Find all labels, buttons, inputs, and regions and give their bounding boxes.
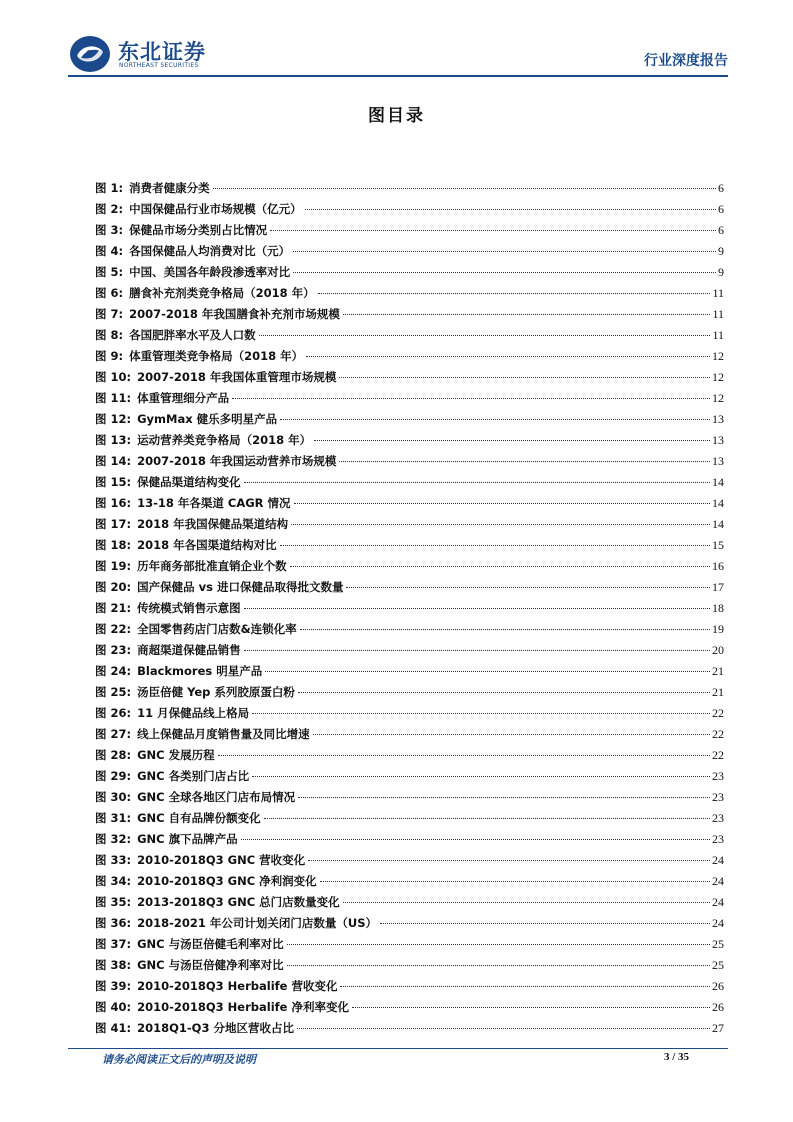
toc-entry-page: 6 — [718, 223, 724, 237]
toc-entry-label: 图 19: — [95, 559, 132, 573]
toc-entry-label: 图 11: — [95, 391, 132, 405]
toc-entry-label: 图 17: — [95, 517, 132, 531]
toc-entry[interactable] — [95, 766, 724, 787]
toc-entry-title: 各国保健品人均消费对比（元） — [129, 244, 291, 258]
toc-entry[interactable] — [95, 241, 724, 262]
toc-entry[interactable] — [95, 871, 724, 892]
toc-entry-label: 图 23: — [95, 643, 132, 657]
toc-leader-dots — [280, 545, 710, 546]
toc-entry-page: 24 — [712, 853, 724, 867]
toc-leader-dots — [252, 776, 710, 777]
toc-entry[interactable] — [95, 892, 724, 913]
toc-entry-label: 图 28: — [95, 748, 132, 762]
toc-leader-dots — [232, 398, 710, 399]
toc-entry-page: 6 — [718, 202, 724, 216]
toc-entry-page: 12 — [712, 391, 724, 405]
toc-leader-dots — [241, 839, 710, 840]
toc-entry-label: 图 4: — [95, 244, 124, 258]
toc-entry-title: 2018 年我国保健品渠道结构 — [137, 517, 289, 531]
toc-entry[interactable] — [95, 724, 724, 745]
toc-entry-label: 图 33: — [95, 853, 132, 867]
toc-entry[interactable] — [95, 703, 724, 724]
toc-entry-label: 图 35: — [95, 895, 132, 909]
toc-entry[interactable] — [95, 388, 724, 409]
toc-entry-page: 22 — [712, 748, 724, 762]
toc-entry-page: 6 — [718, 181, 724, 195]
toc-leader-dots — [293, 272, 716, 273]
toc-entry-label: 图 31: — [95, 811, 132, 825]
toc-entry[interactable] — [95, 493, 724, 514]
toc-entry-page: 20 — [712, 643, 724, 657]
toc-entry-page: 24 — [712, 895, 724, 909]
toc-entry[interactable] — [95, 682, 724, 703]
toc-entry-page: 16 — [712, 559, 724, 573]
toc-entry[interactable] — [95, 850, 724, 871]
figure-list — [95, 178, 724, 1039]
toc-entry-title: 汤臣倍健 Yep 系列胶原蛋白粉 — [137, 685, 295, 699]
toc-entry-title: GNC 旗下品牌产品 — [137, 832, 238, 846]
toc-entry[interactable] — [95, 976, 724, 997]
toc-entry-page: 23 — [712, 811, 724, 825]
toc-entry[interactable] — [95, 808, 724, 829]
toc-entry-title: GymMax 健乐多明星产品 — [137, 412, 278, 426]
toc-entry-page: 14 — [712, 496, 724, 510]
toc-entry-label: 图 37: — [95, 937, 132, 951]
toc-entry-title: GNC 与汤臣倍健毛利率对比 — [137, 937, 284, 951]
toc-entry-title: GNC 与汤臣倍健净利率对比 — [137, 958, 284, 972]
toc-entry-label: 图 30: — [95, 790, 132, 804]
toc-entry-label: 图 10: — [95, 370, 132, 384]
toc-entry-label: 图 13: — [95, 433, 132, 447]
toc-entry-label: 图 12: — [95, 412, 132, 426]
toc-entry[interactable] — [95, 556, 724, 577]
toc-entry-page: 25 — [712, 958, 724, 972]
toc-leader-dots — [313, 734, 710, 735]
toc-entry-title: Blackmores 明星产品 — [137, 664, 263, 678]
toc-entry-page: 21 — [712, 664, 724, 678]
toc-entry-label: 图 40: — [95, 1000, 132, 1014]
toc-leader-dots — [298, 692, 710, 693]
toc-entry[interactable] — [95, 451, 724, 472]
toc-entry[interactable] — [95, 934, 724, 955]
page-title: 图目录 — [368, 106, 425, 126]
toc-entry[interactable] — [95, 745, 724, 766]
toc-entry-page: 24 — [712, 916, 724, 930]
toc-entry[interactable] — [95, 514, 724, 535]
toc-entry-title: 全国零售药店门店数&连锁化率 — [137, 622, 297, 636]
toc-leader-dots — [218, 755, 710, 756]
toc-entry[interactable] — [95, 472, 724, 493]
toc-leader-dots — [213, 188, 716, 189]
toc-entry-label: 图 22: — [95, 622, 132, 636]
toc-entry-label: 图 18: — [95, 538, 132, 552]
toc-entry-title: 各国肥胖率水平及人口数 — [129, 328, 256, 342]
toc-entry-label: 图 38: — [95, 958, 132, 972]
toc-entry[interactable] — [95, 262, 724, 283]
toc-entry-title: 13-18 年各渠道 CAGR 情况 — [137, 496, 291, 510]
toc-entry-label: 图 7: — [95, 307, 124, 321]
toc-entry-title: 2018-2021 年公司计划关闭门店数量（US） — [137, 916, 378, 930]
toc-entry-page: 11 — [712, 307, 724, 321]
toc-leader-dots — [280, 419, 710, 420]
toc-entry-page: 24 — [712, 874, 724, 888]
toc-entry-title: 2010-2018Q3 GNC 净利润变化 — [137, 874, 317, 888]
disclaimer-note: 请务必阅读正文后的声明及说明 — [102, 1053, 256, 1066]
toc-entry-title: 商超渠道保健品销售 — [137, 643, 241, 657]
toc-entry-label: 图 3: — [95, 223, 124, 237]
toc-entry-title: 中国、美国各年龄段渗透率对比 — [129, 265, 291, 279]
toc-leader-dots — [291, 524, 710, 525]
toc-entry-page: 11 — [712, 328, 724, 342]
toc-entry-title: GNC 自有品牌份额变化 — [137, 811, 261, 825]
toc-entry-label: 图 26: — [95, 706, 132, 720]
toc-entry-title: GNC 发展历程 — [137, 748, 215, 762]
toc-entry[interactable] — [95, 220, 724, 241]
toc-entry-title: 11 月保健品线上格局 — [137, 706, 250, 720]
toc-entry[interactable] — [95, 1018, 724, 1039]
toc-entry-title: GNC 全球各地区门店布局情况 — [137, 790, 296, 804]
toc-entry-title: 2013-2018Q3 GNC 总门店数量变化 — [137, 895, 340, 909]
toc-entry-page: 21 — [712, 685, 724, 699]
toc-entry-title: 保健品市场分类别占比情况 — [129, 223, 268, 237]
toc-leader-dots — [298, 797, 710, 798]
toc-entry[interactable] — [95, 619, 724, 640]
toc-leader-dots — [352, 1007, 710, 1008]
toc-leader-dots — [287, 944, 710, 945]
toc-entry[interactable] — [95, 367, 724, 388]
toc-entry-page: 18 — [712, 601, 724, 615]
toc-leader-dots — [270, 230, 716, 231]
toc-entry-title: 国产保健品 vs 进口保健品取得批文数量 — [137, 580, 344, 594]
toc-leader-dots — [264, 818, 710, 819]
toc-leader-dots — [308, 860, 710, 861]
toc-entry-page: 9 — [718, 244, 724, 258]
toc-entry-title: 2007-2018 年我国膳食补充剂市场规模 — [129, 307, 340, 321]
toc-entry[interactable] — [95, 346, 724, 367]
toc-entry-page: 14 — [712, 475, 724, 489]
toc-entry-title: 体重管理细分产品 — [137, 391, 230, 405]
toc-leader-dots — [259, 335, 711, 336]
toc-entry[interactable] — [95, 640, 724, 661]
toc-leader-dots — [306, 356, 710, 357]
toc-entry[interactable] — [95, 409, 724, 430]
toc-leader-dots — [244, 650, 710, 651]
toc-entry-label: 图 15: — [95, 475, 132, 489]
toc-entry[interactable] — [95, 577, 724, 598]
toc-entry[interactable] — [95, 661, 724, 682]
toc-entry-title: 2007-2018 年我国运动营养市场规模 — [137, 454, 337, 468]
toc-entry-label: 图 20: — [95, 580, 132, 594]
toc-entry-page: 23 — [712, 832, 724, 846]
toc-entry-title: 2010-2018Q3 Herbalife 营收变化 — [137, 979, 338, 993]
toc-entry[interactable] — [95, 178, 724, 199]
toc-entry-label: 图 25: — [95, 685, 132, 699]
toc-entry-page: 23 — [712, 769, 724, 783]
toc-entry[interactable] — [95, 325, 724, 346]
toc-entry-page: 11 — [712, 286, 724, 300]
toc-entry-label: 图 24: — [95, 664, 132, 678]
footer-divider — [68, 1048, 728, 1049]
toc-entry-page: 14 — [712, 517, 724, 531]
toc-entry-label: 图 2: — [95, 202, 124, 216]
toc-entry-label: 图 14: — [95, 454, 132, 468]
toc-entry[interactable] — [95, 598, 724, 619]
toc-entry[interactable] — [95, 787, 724, 808]
toc-entry-label: 图 27: — [95, 727, 132, 741]
toc-entry-label: 图 16: — [95, 496, 132, 510]
toc-entry-page: 9 — [718, 265, 724, 279]
toc-entry-label: 图 5: — [95, 265, 124, 279]
brand-name-english: NORTHEAST SECURITIES — [119, 62, 199, 69]
toc-entry-label: 图 9: — [95, 349, 124, 363]
toc-leader-dots — [244, 608, 710, 609]
toc-entry-label: 图 36: — [95, 916, 132, 930]
toc-leader-dots — [287, 965, 710, 966]
toc-entry[interactable] — [95, 913, 724, 934]
toc-entry[interactable] — [95, 955, 724, 976]
toc-entry-title: 中国保健品行业市场规模（亿元） — [129, 202, 302, 216]
toc-entry-label: 图 6: — [95, 286, 124, 300]
toc-entry-title: 保健品渠道结构变化 — [137, 475, 241, 489]
toc-leader-dots — [340, 986, 710, 987]
toc-leader-dots — [297, 1028, 710, 1029]
brand-name: 东北证券 — [118, 40, 206, 64]
toc-leader-dots — [305, 209, 716, 210]
toc-entry-page: 27 — [712, 1021, 724, 1035]
toc-entry-title: 2018 年各国渠道结构对比 — [137, 538, 277, 552]
page-header — [68, 34, 728, 74]
toc-entry[interactable] — [95, 283, 724, 304]
toc-entry-label: 图 8: — [95, 328, 124, 342]
toc-entry-title: 历年商务部批准直销企业个数 — [137, 559, 287, 573]
toc-entry[interactable] — [95, 829, 724, 850]
toc-entry-page: 12 — [712, 349, 724, 363]
toc-entry-title: 2018Q1-Q3 分地区营收占比 — [137, 1021, 294, 1035]
toc-entry-page: 22 — [712, 706, 724, 720]
toc-leader-dots — [300, 629, 710, 630]
toc-entry-title: 线上保健品月度销售量及同比增速 — [137, 727, 310, 741]
toc-entry-page: 26 — [712, 1000, 724, 1014]
toc-leader-dots — [290, 566, 710, 567]
toc-entry-title: 2010-2018Q3 GNC 营收变化 — [137, 853, 306, 867]
toc-leader-dots — [318, 293, 711, 294]
toc-leader-dots — [293, 251, 716, 252]
toc-leader-dots — [339, 377, 710, 378]
northeast-securities-logo-icon — [68, 34, 112, 74]
toc-entry-title: GNC 各类别门店占比 — [137, 769, 250, 783]
toc-entry-label: 图 39: — [95, 979, 132, 993]
toc-entry[interactable] — [95, 997, 724, 1018]
toc-entry[interactable] — [95, 430, 724, 451]
toc-leader-dots — [244, 482, 710, 483]
toc-leader-dots — [265, 671, 710, 672]
toc-leader-dots — [380, 923, 710, 924]
toc-entry-page: 22 — [712, 727, 724, 741]
toc-leader-dots — [343, 314, 711, 315]
header-divider — [68, 75, 728, 77]
toc-entry[interactable] — [95, 199, 724, 220]
toc-entry[interactable] — [95, 535, 724, 556]
toc-entry-title: 2007-2018 年我国体重管理市场规模 — [137, 370, 337, 384]
toc-entry-page: 17 — [712, 580, 724, 594]
toc-entry-label: 图 32: — [95, 832, 132, 846]
toc-entry-page: 13 — [712, 454, 724, 468]
report-type: 行业深度报告 — [644, 53, 728, 69]
toc-entry-label: 图 21: — [95, 601, 132, 615]
toc-entry-page: 26 — [712, 979, 724, 993]
toc-entry-label: 图 29: — [95, 769, 132, 783]
toc-entry-page: 13 — [712, 412, 724, 426]
toc-entry-title: 消费者健康分类 — [129, 181, 210, 195]
page-number: 3 / 35 — [663, 1051, 689, 1063]
toc-leader-dots — [314, 440, 710, 441]
toc-leader-dots — [339, 461, 710, 462]
toc-entry-label: 图 41: — [95, 1021, 132, 1035]
toc-leader-dots — [346, 587, 710, 588]
toc-entry-page: 15 — [712, 538, 724, 552]
toc-entry-title: 膳食补充剂类竞争格局（2018 年） — [129, 286, 315, 300]
toc-entry[interactable] — [95, 304, 724, 325]
toc-entry-page: 25 — [712, 937, 724, 951]
toc-leader-dots — [343, 902, 710, 903]
toc-entry-page: 23 — [712, 790, 724, 804]
toc-entry-label: 图 1: — [95, 181, 124, 195]
toc-entry-title: 体重管理类竞争格局（2018 年） — [129, 349, 304, 363]
toc-leader-dots — [320, 881, 710, 882]
toc-entry-title: 运动营养类竞争格局（2018 年） — [137, 433, 312, 447]
toc-entry-label: 图 34: — [95, 874, 132, 888]
toc-leader-dots — [294, 503, 710, 504]
toc-entry-page: 12 — [712, 370, 724, 384]
toc-entry-title: 传统模式销售示意图 — [137, 601, 241, 615]
toc-entry-title: 2010-2018Q3 Herbalife 净利率变化 — [137, 1000, 349, 1014]
toc-leader-dots — [252, 713, 710, 714]
toc-entry-page: 13 — [712, 433, 724, 447]
toc-entry-page: 19 — [712, 622, 724, 636]
